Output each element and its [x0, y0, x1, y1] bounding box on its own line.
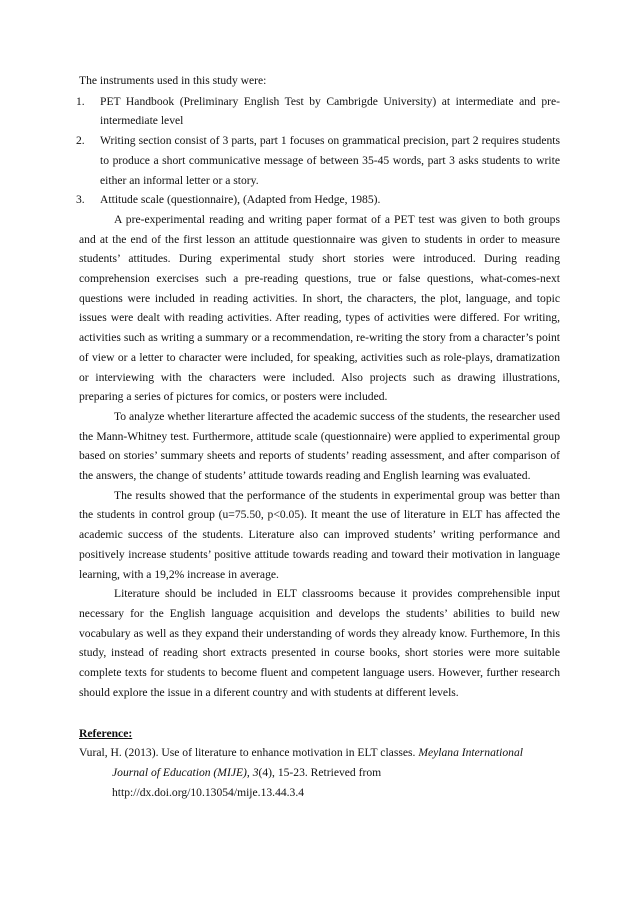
reference-entry: [79, 743, 560, 802]
instrument-text: Attitude scale (questionnaire), (Adapted from Hedge, 1985).: [100, 193, 381, 207]
instrument-item: [76, 190, 560, 210]
body-paragraph: Literature should be included in ELT classrooms because it provides comprehensible input necessary for the English language acquisition and develops the students’ abilities to build new vocabulary as well as they expand their understanding of words they already know. Furthemore, In this study, instead of reading short extracts presented in course books, short stories were more suitable complete texts for students to become fluent and competent language users. However, further research should explore the issue in a diferent country and with students at different levels.: [79, 587, 560, 699]
instruments-list: [76, 92, 560, 210]
reference-retrieval: (4), 15-23. Retrieved from http://dx.doi.org/10.13054/mije.13.44.3.4: [112, 765, 382, 799]
instrument-text: Writing section consist of 3 parts, part 1 focuses on grammatical precision, part 2 requires students to produce a short communicative message of between 35-45 words, part 3 asks students to write either an informal letter or a story.: [100, 134, 560, 187]
list-number: 1.: [76, 94, 85, 108]
instrument-text: PET Handbook (Preliminary English Test by Cambrigde University) at intermediate and pre-intermediate level: [100, 94, 560, 128]
reference-authors-title: Vural, H. (2013). Use of literature to enhance motivation in ELT classes.: [79, 746, 419, 760]
instrument-item: [76, 92, 560, 131]
instrument-item: [76, 131, 560, 190]
body-paragraph: To analyze whether literarture affected the academic success of the students, the researcher used the Mann-Whitney test. Furthermore, attitude scale (questionnaire) were applied to experimental group based on stories’ summary sheets and reports of students’ reading assessment, and after comparison of the answers, the change of students’ attitude towards reading and English learning was evaluated.: [79, 409, 560, 483]
reference-heading: Reference:: [79, 726, 133, 740]
list-number: 3.: [76, 193, 85, 207]
reference-journal: Meylana International Journal of Education (MIJE), 3: [112, 746, 523, 779]
body-paragraph: A pre-experimental reading and writing paper format of a PET test was given to both groups and at the end of the first lesson an attitude questionnaire was given to students in order to measure students’ attitudes. During experimental study short stories were introduced. During reading comprehension exercises such a pre-reading questions, true or false questions, what-comes-next questions were included in reading activities. In short, the characters, the plot, language, and topic issues were dealt with reading activities. After reading, types of activities were differed. For writing, activities such as writing a summary or a recommendation, re-writing the story from a character’s point of view or a letter to character were included, for speaking, activities such as role-plays, dramatization or interviewing with the characters were included. Also projects such as drawing illustrations, preparing a series of pictures for comics, or posters were included.: [79, 212, 560, 404]
page-content: [76, 71, 560, 802]
body-paragraph: The results showed that the performance of the students in experimental group was better than the students in control group (u=75.50, p<0.05). It meant the use of literature in ELT has affected the academic success of the students. Literature also can improved students’ writing performance and positively increase students’ positive attitude towards reading and toward their motivation in language learning, with a 19,2% increase in average.: [79, 488, 560, 581]
list-number: 2.: [76, 134, 85, 148]
instruments-intro: The instruments used in this study were:: [79, 74, 267, 87]
